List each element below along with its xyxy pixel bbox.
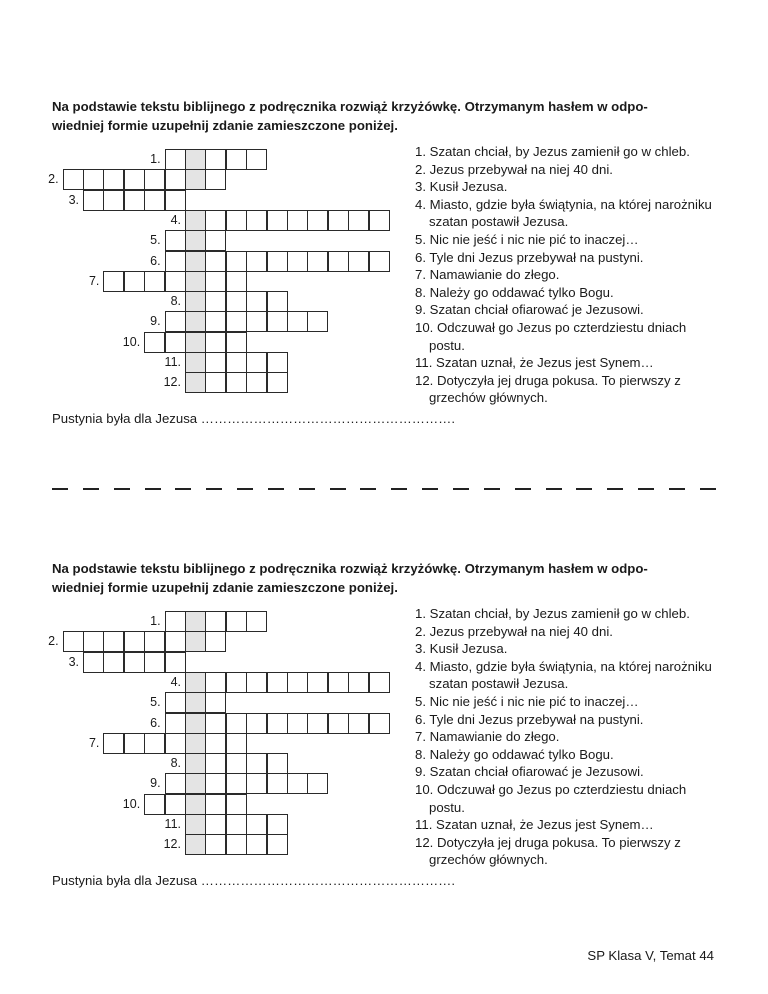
crossword-cell[interactable] <box>267 372 288 393</box>
clue-7: 7. Namawianie do złego. <box>415 729 560 745</box>
crossword-cell[interactable] <box>205 672 226 693</box>
crossword-cell[interactable] <box>205 332 226 353</box>
crossword-row-number: 8. <box>170 756 181 771</box>
crossword-cell[interactable] <box>287 773 308 794</box>
crossword-cell[interactable] <box>267 834 288 855</box>
crossword-cell[interactable] <box>246 352 267 373</box>
crossword-row-number: 4. <box>170 674 181 689</box>
crossword-key-cell[interactable] <box>185 251 206 272</box>
crossword-key-cell[interactable] <box>185 352 206 373</box>
crossword-cell[interactable] <box>246 814 267 835</box>
clue-9: 9. Szatan chciał ofiarować je Jezusowi. <box>415 764 644 780</box>
crossword-cell[interactable] <box>246 773 267 794</box>
crossword-cell[interactable] <box>144 652 165 673</box>
crossword-cell[interactable] <box>246 251 267 272</box>
crossword-key-cell[interactable] <box>185 332 206 353</box>
clue-8: 8. Należy go oddawać tylko Bogu. <box>415 746 614 762</box>
crossword-cell[interactable] <box>205 352 226 373</box>
crossword-cell[interactable] <box>226 291 247 312</box>
crossword-cell[interactable] <box>165 169 186 190</box>
crossword-row-number: 1. <box>150 614 161 628</box>
crossword-cell[interactable] <box>205 834 226 855</box>
crossword-cell[interactable] <box>103 631 124 652</box>
crossword-cell[interactable] <box>226 773 247 794</box>
crossword-row-number: 5. <box>150 695 161 710</box>
crossword-cell[interactable] <box>165 271 186 292</box>
crossword-cell[interactable] <box>369 210 390 231</box>
crossword-cell[interactable] <box>83 652 104 673</box>
crossword-row-number: 3. <box>68 654 79 669</box>
crossword-cell[interactable] <box>226 271 247 292</box>
crossword-cell[interactable] <box>103 169 124 190</box>
crossword-key-cell[interactable] <box>185 672 206 693</box>
crossword-row-number: 7. <box>88 273 100 288</box>
crossword-cell[interactable] <box>205 692 226 713</box>
crossword-row-number: 7. <box>88 735 100 750</box>
crossword-cell[interactable] <box>205 149 226 170</box>
crossword-row-number: 10. <box>122 334 141 349</box>
clue-list <box>415 605 715 869</box>
crossword-cell[interactable] <box>165 692 186 713</box>
crossword-cell[interactable] <box>328 672 349 693</box>
crossword-cell[interactable] <box>226 672 247 693</box>
crossword-cell[interactable] <box>226 311 247 332</box>
crossword-cell[interactable] <box>246 149 267 170</box>
crossword-cell[interactable] <box>205 733 226 754</box>
crossword-cell[interactable] <box>246 291 267 312</box>
clue-2: 2. Jezus przebywał na niej 40 dni. <box>415 161 613 177</box>
crossword-key-cell[interactable] <box>185 291 206 312</box>
crossword-cell[interactable] <box>144 733 165 754</box>
crossword-key-cell[interactable] <box>185 230 206 251</box>
clue-6: 6. Tyle dni Jezus przebywał na pustyni. <box>415 711 644 727</box>
crossword-cell[interactable] <box>348 713 369 734</box>
crossword-row-number: 11. <box>164 817 181 831</box>
crossword-key-cell[interactable] <box>185 773 206 794</box>
crossword-cell[interactable] <box>205 271 226 292</box>
clue-6: 6. Tyle dni Jezus przebywał na pustyni. <box>415 249 644 265</box>
crossword-row-number: 2. <box>48 634 59 649</box>
crossword-cell[interactable] <box>369 251 390 272</box>
crossword-cell[interactable] <box>328 713 349 734</box>
crossword-cell[interactable] <box>165 149 186 170</box>
crossword-cell[interactable] <box>205 773 226 794</box>
crossword-cell[interactable] <box>267 753 288 774</box>
crossword-row-number: 8. <box>170 294 181 309</box>
crossword-cell[interactable] <box>307 713 328 734</box>
crossword-cell[interactable] <box>226 210 247 231</box>
crossword-row-number: 6. <box>150 253 161 268</box>
crossword-row-number: 3. <box>68 192 79 207</box>
crossword-cell[interactable] <box>369 672 390 693</box>
crossword-cell[interactable] <box>287 311 308 332</box>
crossword-cell[interactable] <box>165 332 186 353</box>
crossword-cell[interactable] <box>226 352 247 373</box>
crossword-cell[interactable] <box>165 190 186 211</box>
crossword-cell[interactable] <box>226 733 247 754</box>
crossword-row-number: 4. <box>170 212 181 227</box>
crossword-cell[interactable] <box>165 652 186 673</box>
crossword-cell[interactable] <box>267 210 288 231</box>
crossword-cell[interactable] <box>246 834 267 855</box>
crossword-row-number: 1. <box>150 152 161 166</box>
crossword-row-number: 6. <box>150 715 161 730</box>
crossword-cell[interactable] <box>124 631 145 652</box>
crossword-cell[interactable] <box>226 794 247 815</box>
crossword-cell[interactable] <box>124 169 145 190</box>
crossword-key-cell[interactable] <box>185 692 206 713</box>
clue-8: 8. Należy go oddawać tylko Bogu. <box>415 284 614 300</box>
crossword-key-cell[interactable] <box>185 834 206 855</box>
crossword-cell[interactable] <box>246 713 267 734</box>
clue-2: 2. Jezus przebywał na niej 40 dni. <box>415 623 613 639</box>
crossword-row-number: 2. <box>48 172 59 187</box>
cut-line <box>52 482 716 496</box>
crossword-cell[interactable] <box>144 794 165 815</box>
crossword-key-cell[interactable] <box>185 713 206 734</box>
fill-in-sentence[interactable]: Pustynia była dla Jezusa …………………………………………………. <box>52 411 456 426</box>
crossword-key-cell[interactable] <box>185 611 206 632</box>
clue-4: 4. Miasto, gdzie była świątynia, na której narożniku szatan postawił Jezusa. <box>415 658 712 692</box>
crossword-grid <box>48 607 412 857</box>
crossword-cell[interactable] <box>205 210 226 231</box>
crossword-cell[interactable] <box>83 190 104 211</box>
crossword-row-number: 12. <box>163 375 181 390</box>
crossword-cell[interactable] <box>124 652 145 673</box>
crossword-key-cell[interactable] <box>185 372 206 393</box>
crossword-cell[interactable] <box>246 672 267 693</box>
crossword-cell[interactable] <box>63 169 84 190</box>
page-footer: SP Klasa V, Temat 44 <box>587 948 714 963</box>
clue-11: 11. Szatan uznał, że Jezus jest Synem… <box>415 355 654 371</box>
clue-5: 5. Nic nie jeść i nic nie pić to inaczej… <box>415 231 639 247</box>
crossword-key-cell[interactable] <box>185 753 206 774</box>
crossword-cell[interactable] <box>103 733 124 754</box>
crossword-cell[interactable] <box>103 271 124 292</box>
crossword-cell[interactable] <box>348 672 369 693</box>
clue-4: 4. Miasto, gdzie była świątynia, na której narożniku szatan postawił Jezusa. <box>415 196 712 230</box>
crossword-cell[interactable] <box>226 814 247 835</box>
instruction-line-1: Na podstawie tekstu biblijnego z podręcznika rozwiąż krzyżówkę. Otrzymanym hasłem w odpo- <box>52 99 648 114</box>
crossword-cell[interactable] <box>144 631 165 652</box>
crossword-row-number: 10. <box>122 796 141 811</box>
crossword-key-cell[interactable] <box>185 794 206 815</box>
crossword-cell[interactable] <box>226 149 247 170</box>
crossword-cell[interactable] <box>307 672 328 693</box>
crossword-cell[interactable] <box>369 713 390 734</box>
crossword-cell[interactable] <box>226 834 247 855</box>
crossword-cell[interactable] <box>246 210 267 231</box>
instruction-heading <box>52 97 722 135</box>
crossword-cell[interactable] <box>348 251 369 272</box>
clue-5: 5. Nic nie jeść i nic nie pić to inaczej… <box>415 693 639 709</box>
clue-10: 10. Odczuwał go Jezus po czterdziestu dniach postu. <box>415 319 687 353</box>
crossword-cell[interactable] <box>165 773 186 794</box>
crossword-cell[interactable] <box>144 169 165 190</box>
crossword-cell[interactable] <box>246 753 267 774</box>
crossword-cell[interactable] <box>144 190 165 211</box>
instruction-line-2: wiedniej formie uzupełnij zdanie zamieszczone poniżej. <box>52 118 398 133</box>
crossword-cell[interactable] <box>165 251 186 272</box>
instruction-line-1: Na podstawie tekstu biblijnego z podręcznika rozwiąż krzyżówkę. Otrzymanym hasłem w odpo- <box>52 561 648 576</box>
crossword-cell[interactable] <box>287 672 308 693</box>
crossword-key-cell[interactable] <box>185 210 206 231</box>
crossword-cell[interactable] <box>348 210 369 231</box>
clue-1: 1. Szatan chciał, by Jezus zamienił go w chleb. <box>415 606 690 621</box>
crossword-cell[interactable] <box>103 652 124 673</box>
instruction-heading <box>52 559 722 597</box>
crossword-cell[interactable] <box>205 713 226 734</box>
crossword-cell[interactable] <box>226 713 247 734</box>
clue-3: 3. Kusił Jezusa. <box>415 641 508 657</box>
crossword-cell[interactable] <box>226 372 247 393</box>
crossword-cell[interactable] <box>307 773 328 794</box>
crossword-cell[interactable] <box>144 332 165 353</box>
crossword-cell[interactable] <box>63 631 84 652</box>
crossword-cell[interactable] <box>267 311 288 332</box>
crossword-cell[interactable] <box>267 773 288 794</box>
crossword-cell[interactable] <box>205 291 226 312</box>
crossword-cell[interactable] <box>205 169 226 190</box>
crossword-cell[interactable] <box>267 352 288 373</box>
clue-3: 3. Kusił Jezusa. <box>415 179 508 195</box>
crossword-cell[interactable] <box>165 733 186 754</box>
crossword-key-cell[interactable] <box>185 271 206 292</box>
clue-7: 7. Namawianie do złego. <box>415 267 560 283</box>
crossword-cell[interactable] <box>205 794 226 815</box>
crossword-cell[interactable] <box>328 251 349 272</box>
crossword-cell[interactable] <box>144 271 165 292</box>
crossword-row-number: 11. <box>164 355 181 369</box>
crossword-cell[interactable] <box>246 372 267 393</box>
crossword-cell[interactable] <box>226 611 247 632</box>
crossword-row-number: 5. <box>150 233 161 248</box>
crossword-cell[interactable] <box>205 372 226 393</box>
fill-in-sentence[interactable]: Pustynia była dla Jezusa …………………………………………………. <box>52 873 456 888</box>
crossword-cell[interactable] <box>165 713 186 734</box>
crossword-cell[interactable] <box>165 611 186 632</box>
crossword-key-cell[interactable] <box>185 814 206 835</box>
crossword-cell[interactable] <box>205 311 226 332</box>
crossword-key-cell[interactable] <box>185 149 206 170</box>
clue-9: 9. Szatan chciał ofiarować je Jezusowi. <box>415 302 644 318</box>
crossword-row-number: 12. <box>163 837 181 852</box>
worksheet-section-2 <box>0 559 768 888</box>
crossword-cell[interactable] <box>205 631 226 652</box>
crossword-cell[interactable] <box>165 311 186 332</box>
crossword-grid <box>48 145 412 395</box>
crossword-key-cell[interactable] <box>185 311 206 332</box>
clue-12: 12. Dotyczyła jej druga pokusa. To pierwszy z grzechów głównych. <box>415 372 681 406</box>
crossword-cell[interactable] <box>328 210 349 231</box>
crossword-cell[interactable] <box>124 271 145 292</box>
crossword-cell[interactable] <box>226 332 247 353</box>
crossword-cell[interactable] <box>226 753 247 774</box>
clue-list <box>415 143 715 407</box>
crossword-cell[interactable] <box>307 210 328 231</box>
instruction-line-2: wiedniej formie uzupełnij zdanie zamieszczone poniżej. <box>52 580 398 595</box>
crossword-cell[interactable] <box>205 611 226 632</box>
crossword-cell[interactable] <box>205 251 226 272</box>
crossword-cell[interactable] <box>246 311 267 332</box>
crossword-cell[interactable] <box>124 733 145 754</box>
crossword-key-cell[interactable] <box>185 733 206 754</box>
crossword-cell[interactable] <box>287 251 308 272</box>
crossword-key-cell[interactable] <box>185 169 206 190</box>
crossword-cell[interactable] <box>165 794 186 815</box>
clue-1: 1. Szatan chciał, by Jezus zamienił go w chleb. <box>415 144 690 159</box>
crossword-cell[interactable] <box>307 311 328 332</box>
crossword-cell[interactable] <box>287 210 308 231</box>
crossword-cell[interactable] <box>83 631 104 652</box>
crossword-cell[interactable] <box>267 814 288 835</box>
crossword-row-number: 9. <box>150 314 161 329</box>
crossword-cell[interactable] <box>165 631 186 652</box>
crossword-cell[interactable] <box>226 251 247 272</box>
crossword-cell[interactable] <box>267 251 288 272</box>
clue-11: 11. Szatan uznał, że Jezus jest Synem… <box>415 817 654 833</box>
clue-12: 12. Dotyczyła jej druga pokusa. To pierwszy z grzechów głównych. <box>415 834 681 868</box>
crossword-cell[interactable] <box>124 190 145 211</box>
worksheet-section-1 <box>0 97 768 426</box>
crossword-cell[interactable] <box>267 713 288 734</box>
crossword-cell[interactable] <box>287 713 308 734</box>
crossword-cell[interactable] <box>267 291 288 312</box>
crossword-cell[interactable] <box>205 753 226 774</box>
crossword-cell[interactable] <box>103 190 124 211</box>
crossword-cell[interactable] <box>205 814 226 835</box>
crossword-cell[interactable] <box>165 230 186 251</box>
crossword-cell[interactable] <box>83 169 104 190</box>
crossword-row-number: 9. <box>150 776 161 791</box>
crossword-key-cell[interactable] <box>185 631 206 652</box>
crossword-cell[interactable] <box>205 230 226 251</box>
clue-10: 10. Odczuwał go Jezus po czterdziestu dniach postu. <box>415 781 687 815</box>
crossword-cell[interactable] <box>246 611 267 632</box>
crossword-cell[interactable] <box>267 672 288 693</box>
crossword-cell[interactable] <box>307 251 328 272</box>
